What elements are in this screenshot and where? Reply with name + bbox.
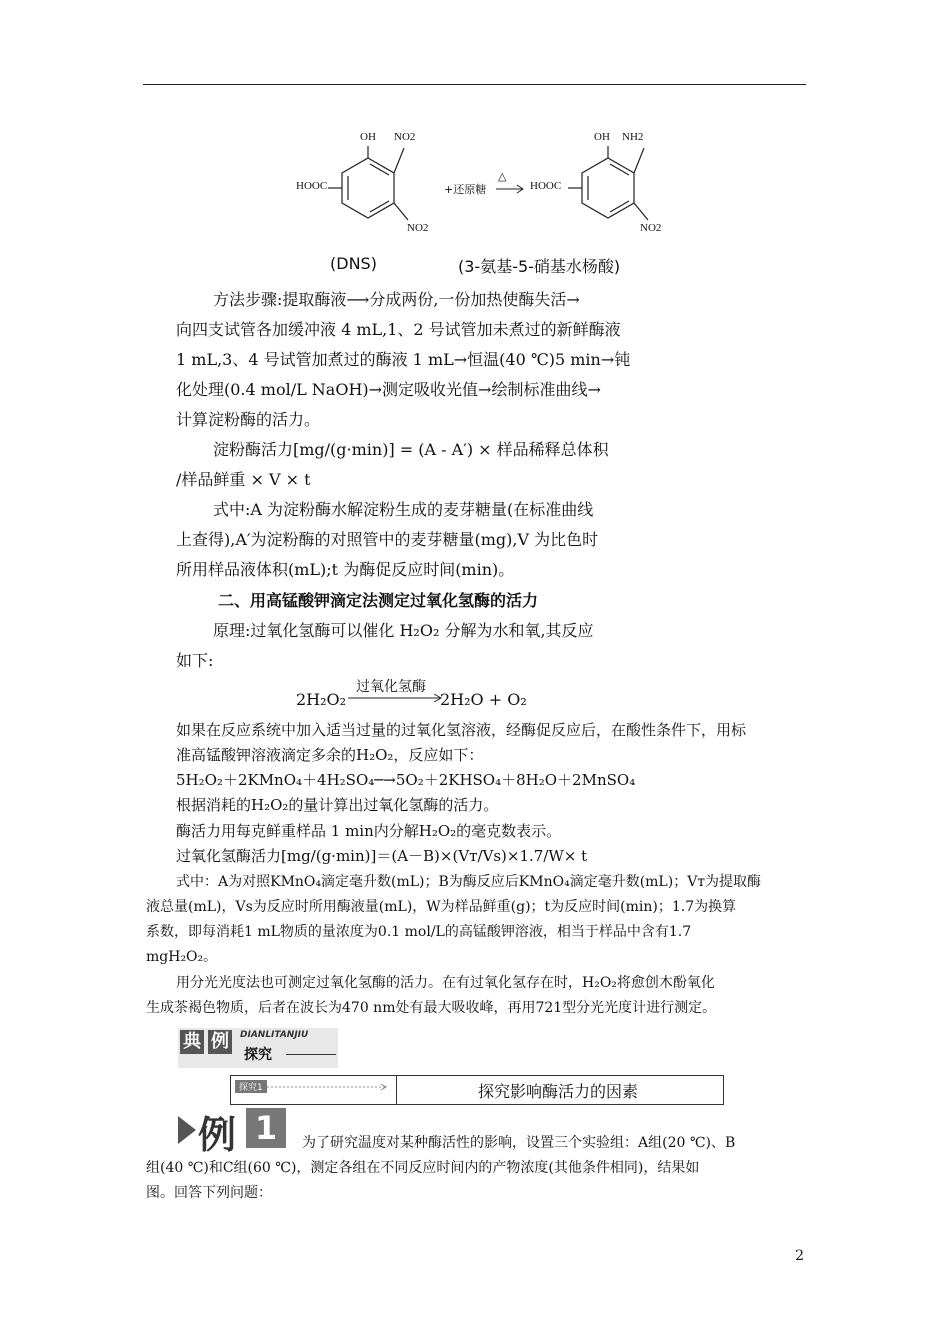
method-line-2: 向四支试管各加缓冲液 4 mL,1、2 号试管加未煮过的新鲜酶液 bbox=[176, 320, 621, 339]
definition-line-2: 上查得),A′为淀粉酶的对照管中的麦芽糖量(mg),V 为比色时 bbox=[176, 530, 599, 549]
banner-char-li: 例 bbox=[208, 1030, 232, 1054]
left-no2-top-label: NO2 bbox=[394, 131, 416, 143]
reaction-equation: 5H₂O₂＋2KMnO₄＋4H₂SO₄─→5O₂＋2KHSO₄＋8H₂O＋2MnSO₄ bbox=[176, 771, 636, 789]
equation-arrow bbox=[348, 693, 444, 703]
right-hooc-label: HOOC bbox=[530, 180, 562, 192]
product-caption: (3-氨基-5-硝基水杨酸) bbox=[458, 257, 621, 276]
principle-line-1: 原理:过氧化氢酶可以催化 H₂O₂ 分解为水和氧,其反应 bbox=[213, 621, 594, 640]
banner-label: 探究 bbox=[244, 1047, 272, 1063]
left-hooc-label: HOOC bbox=[296, 180, 328, 192]
banner-char-dian: 典 bbox=[180, 1030, 204, 1054]
spectro-line-1: 用分光光度法也可测定过氧化氢酶的活力。在有过氧化氢存在时，H₂O₂将愈创木酚氧化 bbox=[176, 975, 715, 991]
section2-heading: 二、用高锰酸钾滴定法测定过氧化氢酶的活力 bbox=[218, 591, 539, 610]
example-banner bbox=[178, 1028, 338, 1068]
definition-line-1: 式中:A 为淀粉酶水解淀粉生成的麦芽糖量(在标准曲线 bbox=[213, 500, 594, 519]
product-molecule bbox=[568, 146, 648, 220]
delta-label: △ bbox=[498, 171, 507, 183]
badge-arrow-icon bbox=[176, 1114, 198, 1146]
method-line-1: 方法步骤:提取酶液⟶分成两份,一份加热使酶失活→ bbox=[213, 290, 580, 309]
spectro-line-2: 生成茶褐色物质，后者在波长为470 nm处有最大吸收峰，再用721型分光光度计进行测定。 bbox=[146, 1000, 717, 1016]
header-rule bbox=[143, 84, 806, 85]
method-line-5: 计算淀粉酶的活力。 bbox=[176, 410, 321, 429]
badge-number: 1 bbox=[246, 1108, 286, 1148]
example-line-2: 组(40 ℃)和C组(60 ℃)，测定各组在不同反应时间内的产物浓度(其他条件相同)，结果如 bbox=[146, 1160, 700, 1176]
dns-molecule bbox=[328, 146, 408, 220]
formula-def-line-3: 系数，即每消耗1 mL物质的量浓度为0.1 mol/L的高锰酸钾溶液，相当于样品中含有1.7 bbox=[146, 924, 692, 940]
page-number: 2 bbox=[795, 1248, 804, 1264]
equation-right: 2H₂O + O₂ bbox=[440, 690, 527, 709]
example-badge bbox=[176, 1108, 288, 1157]
principle-line-2: 如下: bbox=[176, 651, 214, 670]
paragraph-line-2: 准高锰酸钾溶液滴定多余的H₂O₂，反应如下： bbox=[176, 746, 484, 764]
banner-pinyin: DIANLITANJIU bbox=[240, 1030, 309, 1040]
formula-def-line-1: 式中：A为对照KMnO₄滴定毫升数(mL)；B为酶反应后KMnO₄滴定毫升数(mL)；Vᴛ为提取酶 bbox=[176, 874, 762, 890]
topic-title: 探究影响酶活力的因素 bbox=[478, 1082, 639, 1101]
formula-def-line-4: mgH₂O₂。 bbox=[146, 949, 218, 965]
right-no2-bottom-label: NO2 bbox=[640, 222, 662, 234]
topic-tag: 探究1 bbox=[235, 1080, 267, 1093]
topic-tag-arrow bbox=[267, 1082, 391, 1092]
example-line-1: 为了研究温度对某种酶活性的影响，设置三个实验组：A组(20 ℃)、B bbox=[302, 1135, 736, 1151]
formula-line-2: /样品鲜重 × V × t bbox=[176, 470, 311, 489]
topic-box bbox=[230, 1075, 724, 1105]
formula-def-line-2: 液总量(mL)，Vs为反应时所用酶液量(mL)，W为样品鲜重(g)；t为反应时间(min)；1.7为换算 bbox=[146, 899, 737, 915]
equation-left: 2H₂O₂ bbox=[296, 690, 347, 709]
example-line-3: 图。回答下列问题： bbox=[146, 1185, 272, 1201]
badge-char: 例 bbox=[198, 1113, 237, 1157]
paragraph-line-1: 如果在反应系统中加入适当过量的过氧化氢溶液，经酶促反应后，在酸性条件下，用标 bbox=[176, 721, 747, 739]
activity-formula: 过氧化氢酶活力[mg/(g·min)]＝(A－B)×(Vᴛ/Vs)×1.7/W× t bbox=[176, 847, 588, 865]
topic-tag-area bbox=[231, 1076, 397, 1104]
banner-underline bbox=[286, 1054, 336, 1055]
paragraph-line-5: 酶活力用每克鲜重样品 1 min内分解H₂O₂的毫克数表示。 bbox=[176, 822, 562, 840]
left-no2-bottom-label: NO2 bbox=[407, 222, 429, 234]
dns-caption: (DNS) bbox=[330, 254, 377, 273]
method-line-4: 化处理(0.4 mol/L NaOH)→测定吸收光值→绘制标准曲线→ bbox=[176, 380, 601, 399]
right-oh-label: OH bbox=[594, 131, 610, 143]
left-oh-label: OH bbox=[360, 131, 376, 143]
method-line-3: 1 mL,3、4 号试管加煮过的酶液 1 mL→恒温(40 ℃)5 min→钝 bbox=[176, 350, 631, 369]
definition-line-3: 所用样品液体积(mL);t 为酶促反应时间(min)。 bbox=[176, 560, 515, 579]
reagent-label: +还原糖 bbox=[444, 183, 487, 196]
equation-catalyst: 过氧化氢酶 bbox=[356, 679, 426, 695]
right-nh2-label: NH2 bbox=[622, 131, 644, 143]
formula-line-1: 淀粉酶活力[mg/(g·min)] = (A - A′) × 样品稀释总体积 bbox=[213, 440, 609, 459]
paragraph-line-4: 根据消耗的H₂O₂的量计算出过氧化氢酶的活力。 bbox=[176, 796, 499, 814]
